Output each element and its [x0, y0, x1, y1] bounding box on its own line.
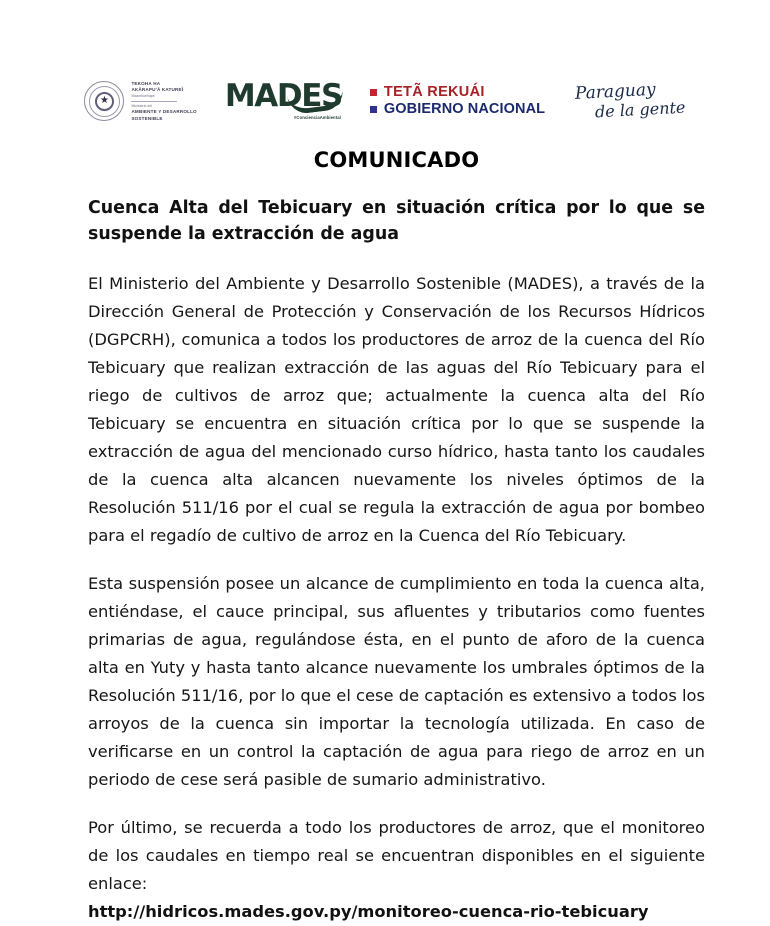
paragraph-2: Esta suspensión posee un alcance de cumplimiento en toda la cuenca alta, entiéndase, el cauce principal, sus afluentes y tributarios como fuentes primarias de agua, regulándose ésta, en el punto de aforo de la cuenca alta en Yuty y hasta tanto alcance nuevamente los umbrales óptimos de la Resolución 511/16, por lo que el cese de captación es extensivo a todos los arroyos de la cuenca sin importar la tecnología utilizada. En caso de verificarse en un control la captación de agua para riego de arroz en un periodo de cese será pasible de sumario administrativo.: [88, 574, 705, 790]
ministry-line1c: Moambuehápe: [131, 94, 155, 99]
blue-square-icon: [370, 106, 377, 113]
paragraph-1: El Ministerio del Ambiente y Desarrollo Sostenible (MADES), a través de la Dirección General de Protección y Conservación de los Recursos Hídricos (DGPCRH), comunica a todos los productores de arroz de la cuenca del Río Tebicuary que realizan extracción de las aguas del Río Tebicuary para el riego de cultivos de arroz que; actualmente la cuenca alta del Río Tebicuary se encuentra en situación crítica por lo que se suspende la extracción de agua del mencionado curso hídrico, hasta tanto los caudales de la cuenca alta alcancen nuevamente los niveles óptimos de la Resolución 511/16 por el cual se regula la extracción de agua por bombeo para el regadío de cultivo de arroz en la Cuenca del Río Tebicuary.: [88, 273, 705, 546]
mades-swoosh-icon: [287, 89, 345, 116]
country-brand-line1: Paraguay: [574, 79, 657, 105]
ministry-wordmark: [131, 81, 196, 121]
monitoring-link[interactable]: http://hidricos.mades.gov.py/monitoreo-cuenca-rio-tebicuary: [88, 902, 649, 922]
government-logo: [370, 85, 545, 117]
paraguay-seal-icon: [84, 81, 124, 121]
government-line1-row: [370, 85, 545, 100]
ministry-logo: [84, 81, 196, 121]
seal-inner-ring: [95, 92, 114, 111]
ministry-line1b: AKÃRAPU'Ã KATUREÎ: [131, 87, 184, 93]
mades-tagline: #ConcienciaAmbiental: [293, 114, 341, 120]
government-line1: TETÃ REKUÁI: [383, 83, 485, 100]
closing-text: Por último, se recuerda a todo los productores de arroz, que el monitoreo de los caudales en tiempo real se encuentran disponibles en el siguiente enlace:: [88, 818, 705, 894]
ministry-line3: AMBIENTE Y DESARROLLO: [131, 108, 197, 114]
government-line2-row: [370, 102, 545, 117]
ministry-divider: [131, 101, 177, 102]
red-square-icon: [370, 89, 377, 96]
mades-logo: [224, 78, 342, 120]
ministry-line2: Ministerio del: [131, 103, 153, 108]
document-heading: Cuenca Alta del Tebicuary en situación crítica por lo que se suspende la extracción de agua: [88, 198, 705, 245]
star-icon: ★: [99, 95, 109, 106]
paragraph-3: [88, 814, 705, 926]
government-line2: GOBIERNO NACIONAL: [383, 101, 546, 117]
ministry-line1: TEKOHA HA: [131, 80, 161, 86]
country-brand-line2: de la gente: [594, 97, 686, 122]
mades-wordmark: MADES: [225, 82, 342, 112]
country-brand-logo: [573, 79, 686, 122]
document-body: [88, 148, 705, 926]
header-logo-band: [0, 72, 770, 130]
page-title: COMUNICADO: [313, 148, 480, 172]
ministry-line3b: SOSTENIBLE: [131, 115, 163, 121]
